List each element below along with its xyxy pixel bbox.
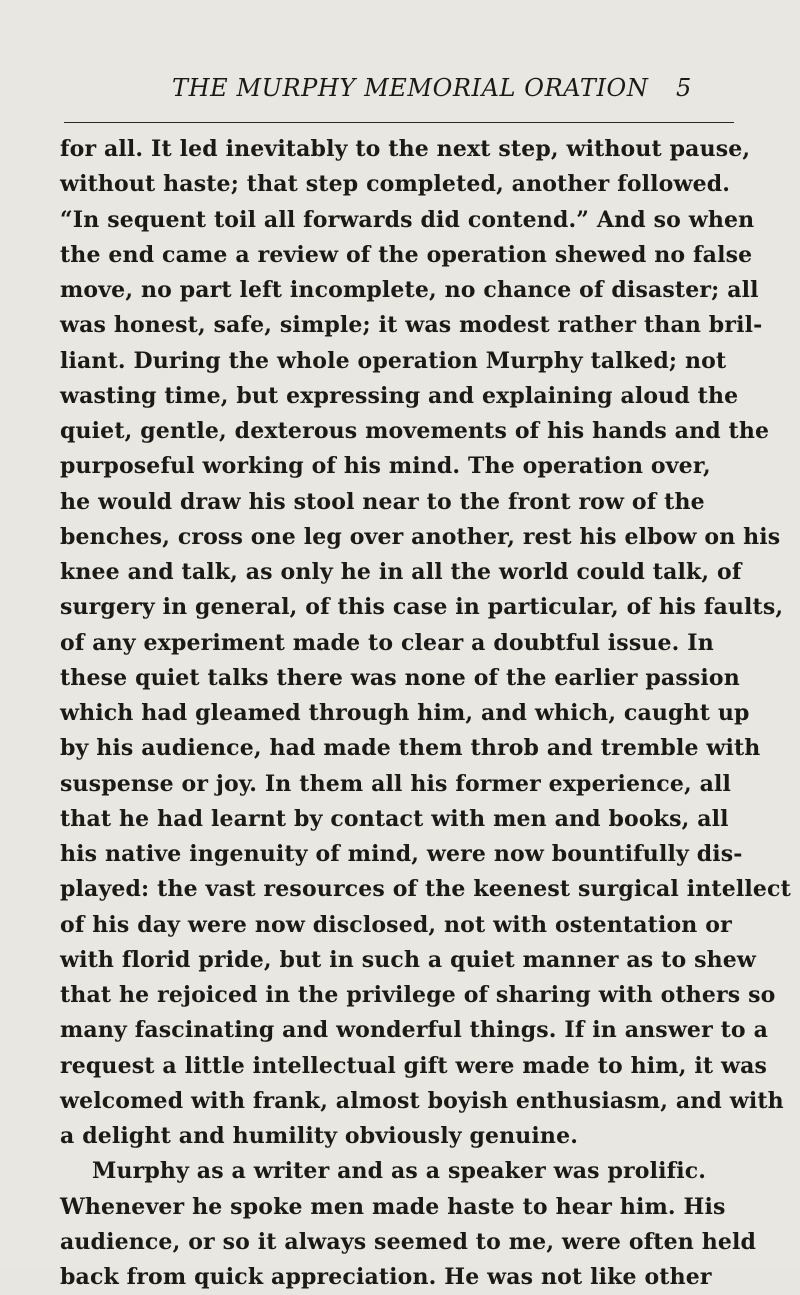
body-text: [60, 132, 791, 1295]
text-line: a delight and humility obviously genuine.: [60, 1123, 579, 1149]
text-line: request a little intellectual gift were made to him, it was: [60, 1052, 768, 1079]
text-line: that he had learnt by contact with men and books, all: [60, 805, 729, 832]
text-line: knee and talk, as only he in all the world could talk, of: [60, 559, 742, 585]
text-line: with florid pride, but in such a quiet manner as to shew: [60, 946, 757, 973]
text-line: for all. It led inevitably to the next step, without pause,: [60, 136, 751, 162]
text-line: welcomed with frank, almost boyish enthusiasm, and with: [60, 1087, 784, 1114]
text-line: which had gleamed through him, and which, caught up: [60, 700, 750, 726]
text-line: wasting time, but expressing and explaining aloud the: [60, 382, 739, 409]
text-line: many fascinating and wonderful things. If in answer to a: [60, 1017, 768, 1044]
text-line: back from quick appreciation. He was not like other: [60, 1264, 712, 1290]
text-line: he would draw his stool near to the front row of the: [60, 488, 705, 515]
text-line: liant. During the whole operation Murphy talked; not: [60, 347, 727, 374]
text-line: surgery in general, of this case in particular, of his faults,: [60, 594, 784, 621]
running-title: THE MURPHY MEMORIAL ORATION: [172, 74, 649, 102]
running-header: [0, 74, 800, 118]
text-line: suspense or joy. In them all his former experience, all: [60, 770, 731, 797]
text-line: Whenever he spoke men made haste to hear him. His: [60, 1193, 726, 1220]
text-line: the end came a review of the operation shewed no false: [60, 241, 753, 268]
text-line: played: the vast resources of the keenest surgical intellect: [60, 876, 791, 903]
text-line: move, no part left incomplete, no chance of disaster; all: [60, 277, 759, 303]
text-line: that he rejoiced in the privilege of sharing with others so: [60, 982, 776, 1008]
text-line: these quiet talks there was none of the earlier passion: [60, 664, 740, 691]
text-line: quiet, gentle, dexterous movements of his hands and the: [60, 418, 770, 444]
text-line: audience, or so it always seemed to me, were often held: [60, 1228, 757, 1255]
text-line: his native ingenuity of mind, were now bountifully dis-: [60, 841, 743, 867]
text-line: of his day were now disclosed, not with ostentation or: [60, 911, 732, 938]
text-line: “In sequent toil all forwards did contend.” And so when: [60, 206, 755, 233]
text-line: benches, cross one leg over another, rest his elbow on his: [60, 523, 781, 550]
text-line: without haste; that step completed, another followed.: [60, 171, 731, 198]
text-line: by his audience, had made them throb and tremble with: [60, 735, 761, 762]
page-number: 5: [676, 74, 692, 102]
paragraph-start-line: Murphy as a writer and as a speaker was prolific.: [92, 1158, 707, 1185]
text-line: purposeful working of his mind. The operation over,: [60, 453, 711, 480]
header-rule: [64, 122, 734, 123]
text-line: was honest, safe, simple; it was modest rather than bril-: [60, 312, 763, 339]
text-line: of any experiment made to clear a doubtful issue. In: [60, 629, 714, 656]
